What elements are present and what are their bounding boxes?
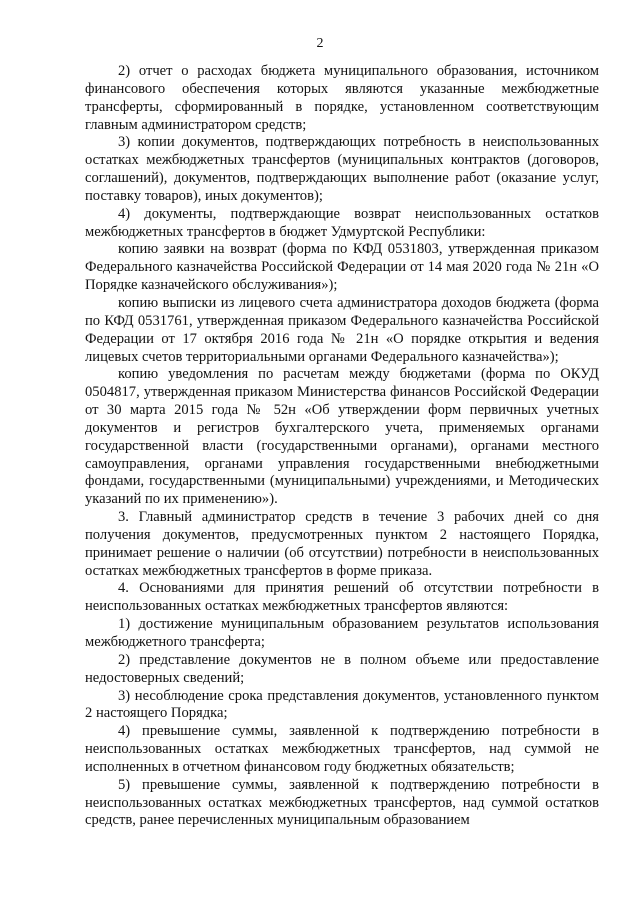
- paragraph-section-4: 4. Основаниями для принятия решений об отсутствии потребности в неиспользованных остатках межбюджетных трансфертов являются:: [85, 580, 599, 615]
- document-body: [85, 63, 599, 830]
- page-number: 2: [316, 36, 324, 51]
- paragraph-section-3: 3. Главный администратор средств в течение 3 рабочих дней со дня получения документов, предусмотренных пунктом 2 настоящего Порядка, принимает решение о наличии (об отсутствии) потребности в неиспользованных остатках межбюджетных трансфертов в форме приказа.: [85, 509, 599, 579]
- paragraph-item-3-document-copies: 3) копии документов, подтверждающих потребность в неиспользованных остатках межбюджетных трансфертов (муниципальных контрактов (договоров, соглашений), документов, подтверждающих выполнение работ (оказание услуг, поставку товаров), иных документов);: [85, 134, 599, 204]
- paragraph-item-4-return-documents: 4) документы, подтверждающие возврат неиспользованных остатков межбюджетных трансфертов в бюджет Удмуртской Республики:: [85, 205, 599, 240]
- paragraph-ground-3: 3) несоблюдение срока представления документов, установленного пунктом 2 настоящего Порядка;: [85, 687, 599, 722]
- paragraph-ground-5: 5) превышение суммы, заявленной к подтверждению потребности в неиспользованных остатках межбюджетных трансфертов, над суммой остатков средств, ранее перечисленных муниципальным образованием: [85, 776, 599, 829]
- paragraph-item-2-report: 2) отчет о расходах бюджета муниципального образования, источником финансового обеспечения которых являются указанные межбюджетные трансферты, сформированный в порядке, установленном соответствующим главным администратором средств;: [85, 63, 599, 133]
- paragraph-account-statement-copy: копию выписки из лицевого счета администратора доходов бюджета (форма по КФД 0531761, утвержденная приказом Федерального казначейства Российской Федерации от 17 октября 2016 года № 21н «О порядке открытия и ведения лицевых счетов территориальными органами Федерального казначейства»);: [85, 294, 599, 365]
- paragraph-settlement-notice-copy: копию уведомления по расчетам между бюджетами (форма по ОКУД 0504817, утвержденная приказом Министерства финансов Российской Федерации от 30 марта 2015 года № 52н «Об утверждении форм первичных учетных документов и регистров бухгалтерского учета, применяемых органами государственной власти (государственными органами), органами местного самоуправления, органами управления государственными внебюджетными фондами, государственными (муниципальными) учреждениями, и Методических указаний по их применению»).: [85, 366, 599, 508]
- paragraph-ground-2: 2) представление документов не в полном объеме или предоставление недостоверных сведений;: [85, 651, 599, 686]
- paragraph-ground-1: 1) достижение муниципальным образованием результатов использования межбюджетного трансферта;: [85, 616, 599, 650]
- paragraph-ground-4: 4) превышение суммы, заявленной к подтверждению потребности в неиспользованных остатках межбюджетных трансфертов, над суммой не исполненных в отчетном финансовом году бюджетных обязательств;: [85, 723, 599, 775]
- paragraph-return-request-copy: копию заявки на возврат (форма по КФД 0531803, утвержденная приказом Федерального казначейства Российской Федерации от 14 мая 2020 года № 21н «О Порядке казначейского обслуживания»);: [85, 241, 599, 294]
